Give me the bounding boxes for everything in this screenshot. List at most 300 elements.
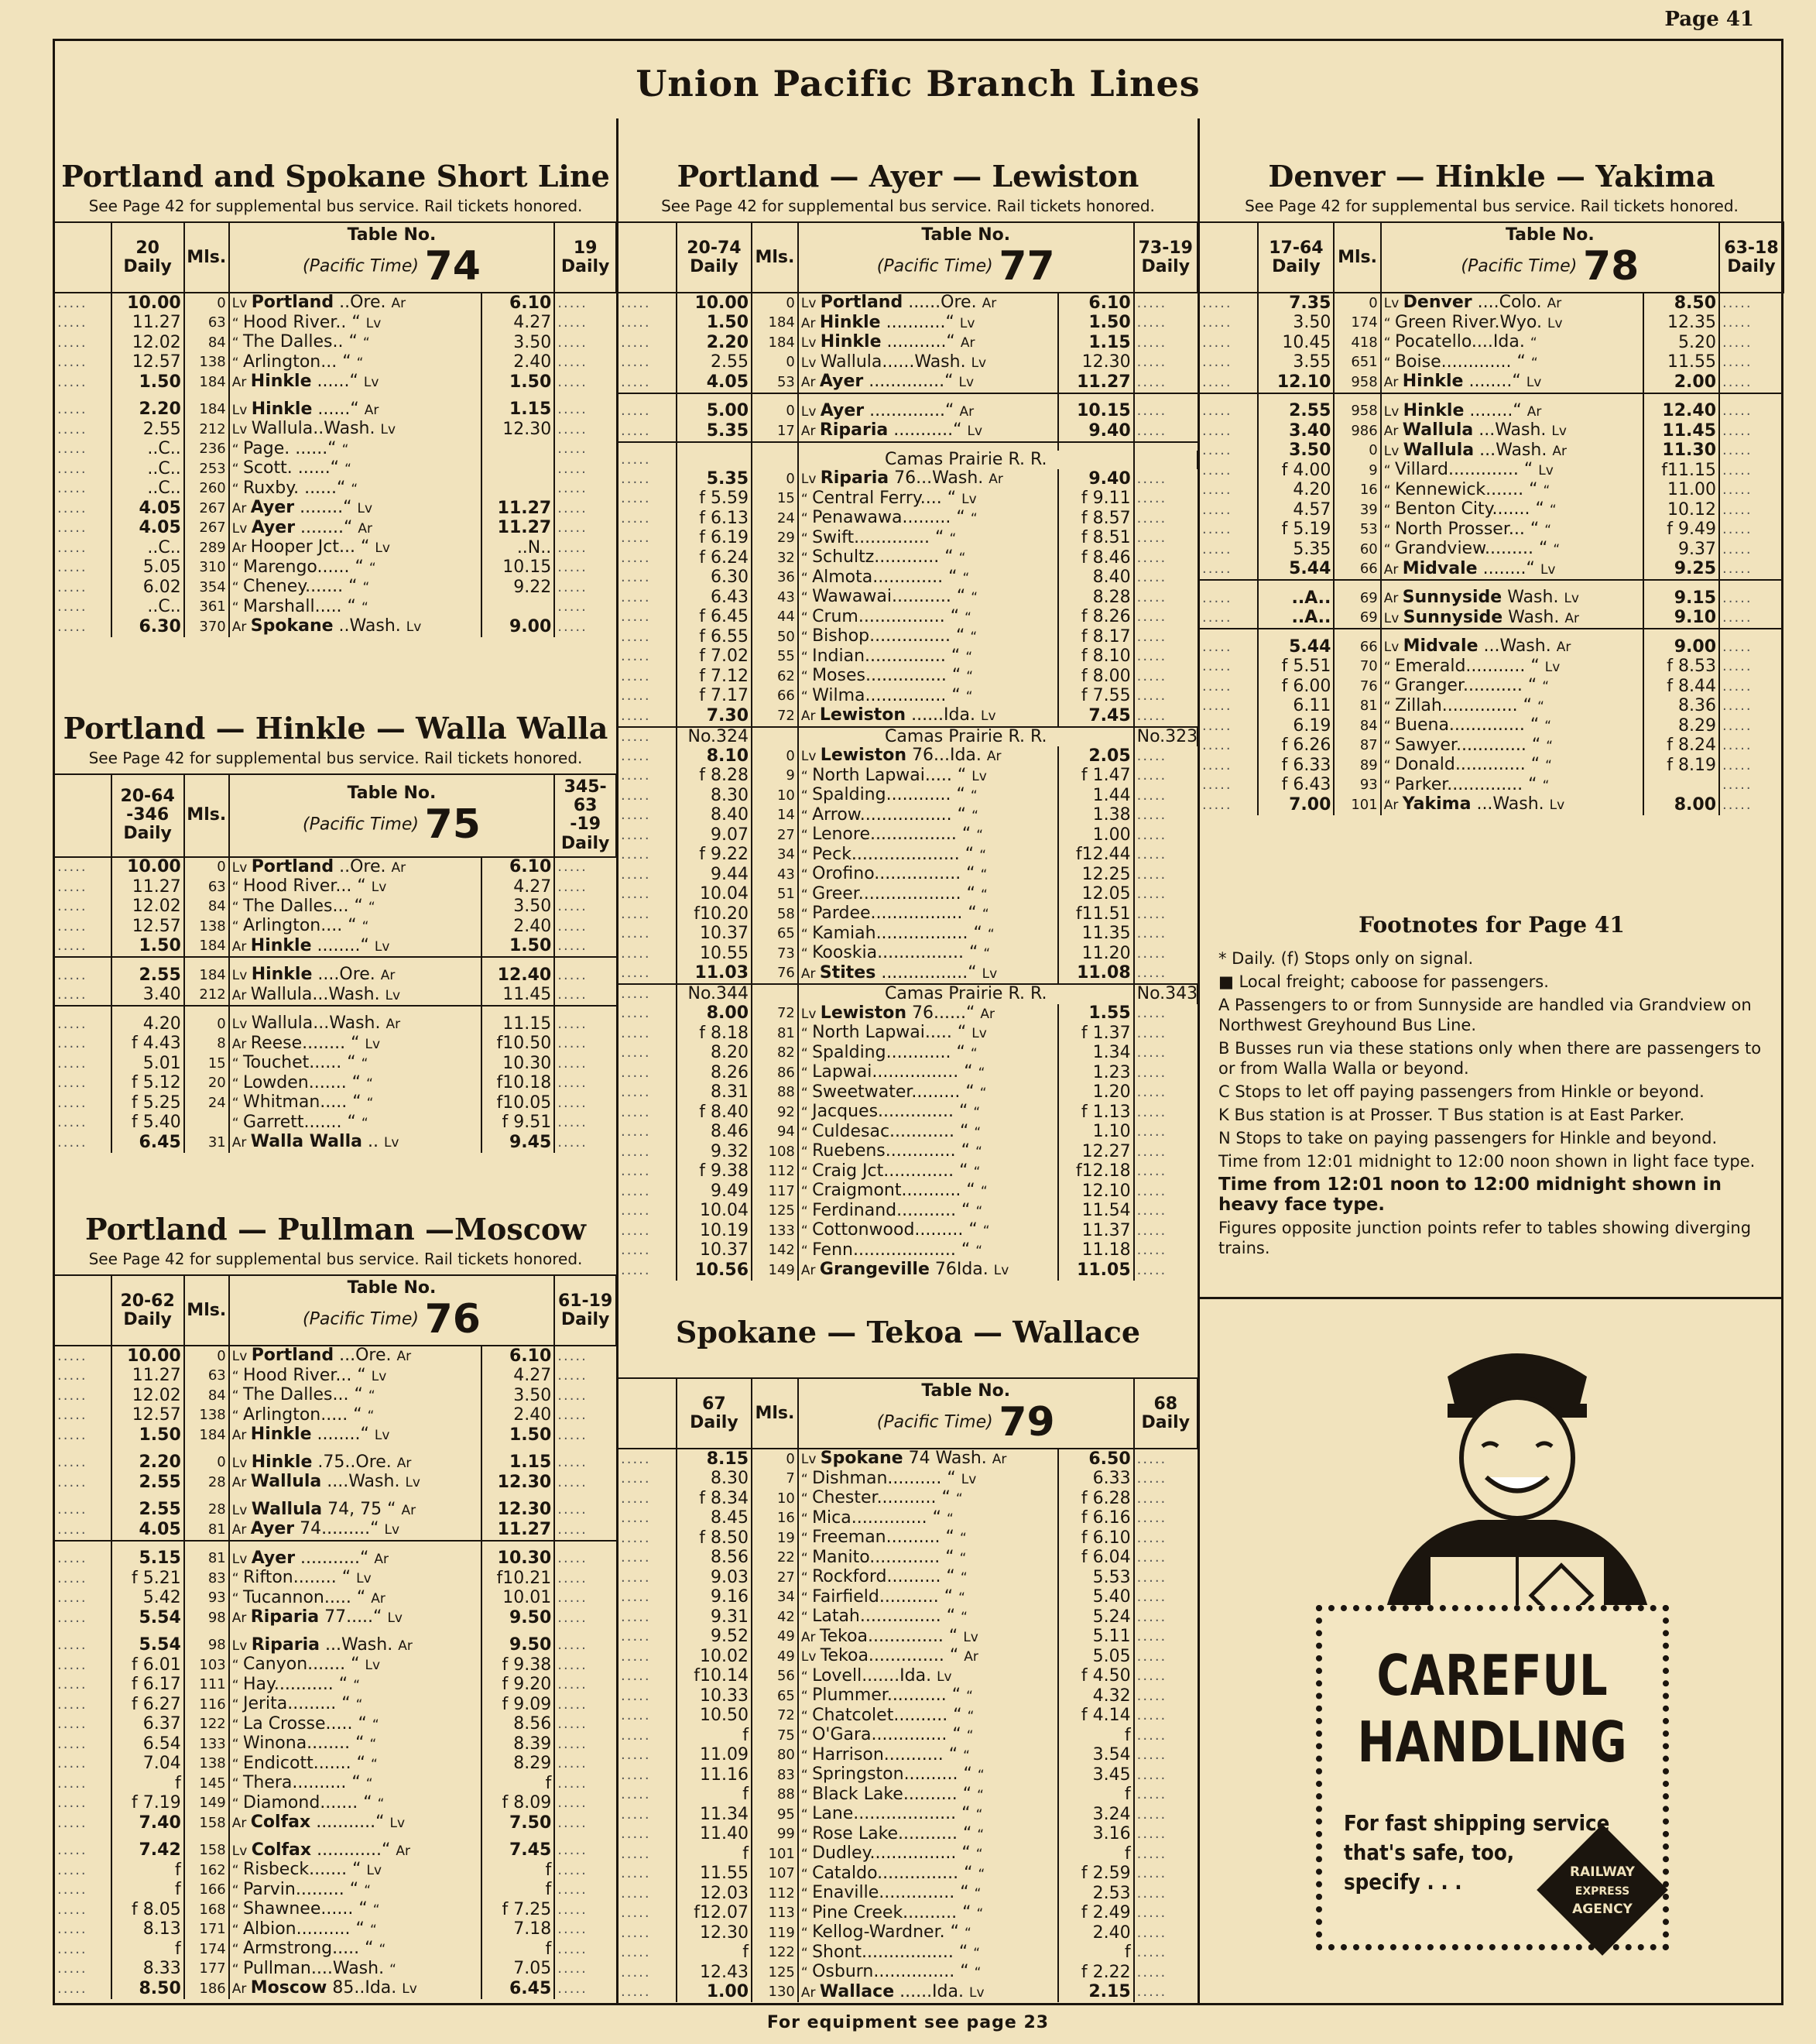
leader-cell: .....: [554, 1054, 616, 1074]
time-cell: 11.08: [1058, 964, 1133, 985]
timetable-row: [618, 1746, 1198, 1766]
time-cell: f 7.55: [1058, 687, 1133, 707]
table-number-cell: Table No. (Pacific Time) 78: [1381, 222, 1719, 293]
leader-cell: .....: [1134, 1202, 1198, 1222]
time-cell: f 8.51: [1058, 529, 1133, 549]
leader-cell: .....: [1719, 520, 1783, 540]
time-cell: 1.00: [677, 1983, 752, 2003]
table-74-section: [55, 159, 616, 637]
station-cell: “ Craig Jct............. “ “: [798, 1162, 1059, 1182]
time-cell: 11.16: [677, 1765, 752, 1785]
table-76-title: Portland — Pullman —Moscow: [85, 1212, 586, 1247]
timetable-row: [618, 1470, 1198, 1490]
miles-cell: 0: [752, 353, 798, 373]
timetable-row: [55, 1734, 616, 1754]
station-cell: “ Lovell.......Ida. Lv: [798, 1667, 1059, 1687]
header-cell: 19 Daily: [554, 222, 616, 293]
timetable-row: [618, 1528, 1198, 1548]
time-cell: 12.10: [1258, 372, 1334, 393]
time-cell: ..C..: [111, 598, 184, 618]
leader-cell: .....: [1202, 294, 1232, 311]
station-cell: “ Dudley................ “ “: [798, 1844, 1059, 1864]
time-cell: f 1.37: [1058, 1024, 1133, 1044]
time-cell: 6.33: [1058, 1470, 1133, 1490]
table-number-cell: Table No. (Pacific Time) 75: [229, 774, 555, 857]
time-cell: 8.40: [1058, 568, 1133, 588]
miles-cell: 72: [752, 1706, 798, 1727]
time-cell: 7.45: [481, 1841, 554, 1861]
leader-cell: .....: [1134, 1528, 1198, 1548]
timetable-row: [618, 568, 1198, 588]
timetable-row: [618, 469, 1198, 489]
leader-cell: .....: [554, 1549, 616, 1569]
header-cell: Mls.: [184, 774, 229, 857]
leader-cell: .....: [57, 334, 87, 351]
miles-cell: 28: [184, 1500, 229, 1521]
station-cell: Lv Lewiston 76...Ida. Ar: [798, 746, 1059, 766]
time-cell: 10.45: [1258, 333, 1334, 353]
time-cell: f 4.00: [1258, 461, 1334, 481]
timetable-row: [55, 1034, 616, 1055]
leader-cell: .....: [621, 1845, 651, 1862]
miles-cell: 81: [184, 1549, 229, 1569]
leader-cell: .....: [621, 1569, 651, 1586]
timetable-row: [55, 1841, 616, 1861]
table-77-note: See Page 42 for supplemental bus service. Rail tickets honored.: [661, 197, 1155, 215]
time-cell: 10.15: [481, 558, 554, 578]
station-cell: Ar Colfax ...........“ Lv: [229, 1813, 481, 1833]
time-cell: 9.15: [1643, 588, 1719, 609]
leader-cell: .....: [621, 490, 651, 507]
time-cell: 9.50: [481, 1636, 554, 1656]
leader-cell: .....: [621, 1648, 651, 1665]
time-cell: 1.50: [677, 314, 752, 334]
time-cell: ..A..: [1258, 609, 1334, 629]
leader-cell: .....: [1134, 845, 1198, 866]
leader-cell: .....: [554, 538, 616, 558]
header-cell: Mls.: [184, 1275, 229, 1346]
time-cell: 5.35: [677, 469, 752, 489]
header-cell: 345-63 -19 Daily: [554, 774, 616, 857]
timetable-row: [618, 588, 1198, 608]
row-cell: [752, 727, 798, 747]
station-cell: Lv Ayer ...........“ Ar: [229, 1549, 481, 1569]
leader-cell: .....: [621, 1687, 651, 1704]
time-cell: [481, 598, 554, 618]
miles-cell: 267: [184, 499, 229, 519]
leader-cell: .....: [1134, 568, 1198, 588]
leader-cell: .....: [57, 1367, 87, 1384]
leader-cell: .....: [57, 938, 87, 955]
time-cell: 12.43: [677, 1963, 752, 1983]
leader-cell: .....: [554, 1900, 616, 1920]
leader-cell: .....: [621, 1005, 651, 1022]
leader-cell: .....: [554, 1569, 616, 1589]
miles-cell: 86: [752, 1063, 798, 1083]
leader-cell: .....: [57, 1501, 87, 1518]
leader-cell: .....: [621, 549, 651, 566]
leader-cell: .....: [57, 559, 87, 576]
miles-cell: 92: [752, 1103, 798, 1123]
timetable-row: [618, 1142, 1198, 1162]
time-cell: 4.27: [481, 314, 554, 334]
timetable-row: [618, 1548, 1198, 1569]
timetable-row: [618, 627, 1198, 647]
leader-cell: .....: [621, 846, 651, 863]
time-cell: 6.45: [481, 1979, 554, 1999]
time-cell: f 8.10: [1058, 647, 1133, 667]
leader-cell: .....: [621, 314, 651, 331]
station-cell: Ar Spokane ..Wash. Lv: [229, 617, 481, 637]
time-cell: 2.55: [111, 965, 184, 986]
row-cell: .....: [621, 451, 651, 468]
time-cell: f 8.50: [677, 1528, 752, 1548]
time-cell: 4.20: [111, 1014, 184, 1034]
leader-cell: .....: [621, 1490, 651, 1507]
timetable-row: [55, 1541, 616, 1549]
leader-cell: .....: [621, 945, 651, 962]
leader-cell: .....: [1134, 421, 1198, 442]
station-cell: “ Pullman....Wash. “: [229, 1960, 481, 1980]
time-cell: 12.27: [1058, 1142, 1133, 1162]
leader-cell: .....: [1134, 1489, 1198, 1509]
leader-cell: .....: [1134, 1627, 1198, 1648]
time-cell: 9.40: [1058, 469, 1133, 489]
station-cell: Ar Moscow 85..Ida. Lv: [229, 1979, 481, 1999]
timetable-row: [55, 353, 616, 373]
station-cell: “ Sweetwater......... “ “: [798, 1083, 1059, 1103]
miles-cell: 0: [752, 469, 798, 489]
column-middle: [618, 118, 1200, 2003]
leader-cell: .....: [621, 422, 651, 439]
time-cell: 5.05: [111, 558, 184, 578]
leader-cell: .....: [1134, 1983, 1198, 2003]
miles-cell: 108: [752, 1142, 798, 1162]
time-cell: 6.10: [1058, 293, 1133, 314]
leader-cell: .....: [554, 578, 616, 598]
leader-cell: .....: [1134, 1221, 1198, 1241]
time-cell: f: [481, 1861, 554, 1881]
time-cell: 11.45: [481, 986, 554, 1007]
timetable-row: [55, 519, 616, 539]
header-cell: [1200, 222, 1258, 293]
timetable-row: [1200, 293, 1783, 314]
timetable-row: [618, 1004, 1198, 1024]
timetable-row: [55, 1493, 616, 1500]
leader-cell: .....: [621, 767, 651, 784]
leader-cell: .....: [621, 1905, 651, 1922]
time-cell: f 6.19: [677, 529, 752, 549]
timetable-row: [55, 314, 616, 334]
station-cell: “ Villard............. “ Lv: [1381, 461, 1643, 481]
leader-cell: .....: [1134, 1083, 1198, 1103]
time-cell: f 2.22: [1058, 1963, 1133, 1983]
timetable-row: [1200, 795, 1783, 815]
leader-cell: .....: [554, 1636, 616, 1656]
station-cell: “ Buena.............. “ “: [1381, 716, 1643, 736]
time-cell: ..C..: [111, 440, 184, 460]
station-cell: “ Marshall..... “ “: [229, 598, 481, 618]
timetable-row: [1200, 314, 1783, 334]
table-header-row: [55, 1275, 616, 1346]
time-cell: f 6.16: [1058, 1509, 1133, 1529]
leader-cell: .....: [1719, 677, 1783, 697]
leader-cell: .....: [621, 609, 651, 626]
footnote-line: C Stops to let off paying passengers from Hinkle or beyond.: [1218, 1082, 1705, 1101]
station-cell: Ar Wallula...Wash. Lv: [229, 986, 481, 1007]
time-cell: 12.10: [1058, 1181, 1133, 1202]
leader-cell: .....: [621, 1865, 651, 1882]
miles-cell: 22: [752, 1548, 798, 1569]
station-cell: “ Page. ......“ “: [229, 440, 481, 460]
time-cell: 7.30: [677, 706, 752, 727]
miles-cell: 8: [184, 1034, 229, 1055]
timetable-row: [55, 1960, 616, 1980]
time-cell: 2.20: [111, 1453, 184, 1473]
miles-cell: 19: [752, 1528, 798, 1548]
station-cell: Ar Wallula ...Wash. Lv: [1381, 421, 1643, 441]
station-cell: Lv Hinkle .75..Ore. Ar: [229, 1453, 481, 1473]
station-cell: “ Latah............... “ “: [798, 1607, 1059, 1627]
row-cell: .....: [618, 727, 677, 747]
station-cell: “ Culdesac............ “ “: [798, 1123, 1059, 1143]
time-cell: 10.30: [481, 1054, 554, 1074]
timetable-row: [618, 1063, 1198, 1083]
timetable-row: [55, 897, 616, 917]
time-cell: ..N..: [481, 538, 554, 558]
leader-cell: .....: [57, 1550, 87, 1567]
miles-cell: 84: [1334, 716, 1380, 736]
station-cell: Ar Wallace ......Ida. Lv: [798, 1983, 1059, 2003]
footnotes: [1200, 912, 1783, 1261]
leader-cell: .....: [1202, 717, 1232, 734]
timetable-frame: [53, 39, 1783, 2005]
header-cell: 73-19 Daily: [1134, 222, 1198, 293]
station-cell: “ Crum................ “ “: [798, 608, 1059, 628]
timetable-row: [1200, 629, 1783, 637]
time-cell: 5.53: [1058, 1568, 1133, 1588]
miles-cell: 651: [1334, 353, 1380, 373]
header-cell: Mls.: [184, 222, 229, 293]
station-cell: Ar Reese........ “ Lv: [229, 1034, 481, 1055]
station-cell: Ar Walla Walla .. Lv: [229, 1133, 481, 1153]
timetable-row: [55, 420, 616, 440]
timetable-row: [55, 965, 616, 986]
time-cell: f10.21: [481, 1569, 554, 1589]
station-cell: “ Mica.............. “ “: [798, 1509, 1059, 1529]
miles-cell: 418: [1334, 333, 1380, 353]
station-cell: “ Hood River... “ Lv: [229, 877, 481, 897]
time-cell: 6.50: [1058, 1449, 1133, 1470]
timetable-row: [618, 442, 1198, 451]
leader-cell: .....: [1202, 589, 1232, 606]
leader-cell: .....: [1134, 1142, 1198, 1162]
timetable-row: [618, 1904, 1198, 1924]
leader-cell: .....: [554, 1841, 616, 1861]
leader-cell: .....: [554, 1425, 616, 1446]
leader-cell: .....: [554, 1655, 616, 1675]
time-cell: 9.07: [677, 825, 752, 845]
leader-cell: .....: [621, 470, 651, 487]
time-cell: 4.32: [1058, 1686, 1133, 1706]
station-cell: “ Sawyer............. “ “: [1381, 736, 1643, 756]
time-cell: 5.54: [111, 1608, 184, 1628]
time-cell: 2.05: [1058, 746, 1133, 766]
row-cell: No.343: [1134, 984, 1198, 1004]
station-cell: “ Zillah.............. “ “: [1381, 697, 1643, 717]
station-cell: “ Touchet...... “ “: [229, 1054, 481, 1074]
leader-cell: .....: [621, 1242, 651, 1259]
station-cell: Ar Sunnyside Wash. Lv: [1381, 588, 1643, 609]
miles-cell: 99: [752, 1825, 798, 1845]
leader-cell: .....: [621, 826, 651, 843]
miles-cell: 0: [184, 1014, 229, 1034]
time-cell: 7.40: [111, 1813, 184, 1833]
miles-cell: 10: [752, 786, 798, 806]
header-cell: [618, 1378, 677, 1449]
station-cell: “ Pine Creek.......... “ “: [798, 1904, 1059, 1924]
table-79-section: [618, 1315, 1198, 2002]
leader-cell: .....: [554, 1715, 616, 1735]
time-cell: 1.23: [1058, 1063, 1133, 1083]
time-cell: f 5.59: [677, 489, 752, 509]
leader-cell: .....: [554, 1113, 616, 1133]
time-cell: f10.20: [677, 904, 752, 924]
leader-cell: .....: [621, 354, 651, 371]
leader-cell: .....: [621, 1024, 651, 1041]
time-cell: f: [677, 1726, 752, 1746]
leader-cell: .....: [621, 1143, 651, 1160]
time-cell: f 8.17: [1058, 627, 1133, 647]
time-cell: f: [111, 1939, 184, 1960]
miles-cell: 10: [752, 1489, 798, 1509]
timetable-row: [55, 459, 616, 479]
time-cell: ..C..: [111, 459, 184, 479]
miles-cell: 27: [752, 1568, 798, 1588]
timetable-row: [1200, 697, 1783, 717]
station-cell: Lv Sunnyside Wash. Ar: [1381, 609, 1643, 629]
time-cell: 2.00: [1643, 372, 1719, 393]
time-cell: f 9.49: [1643, 520, 1719, 540]
miles-cell: 43: [752, 865, 798, 885]
timetable-row: [618, 1241, 1198, 1261]
miles-cell: 65: [752, 1686, 798, 1706]
miles-cell: 32: [752, 548, 798, 568]
leader-cell: .....: [554, 353, 616, 373]
time-cell: 1.38: [1058, 806, 1133, 826]
leader-cell: .....: [554, 558, 616, 578]
miles-cell: 130: [752, 1983, 798, 2003]
leader-cell: .....: [1719, 402, 1783, 422]
time-cell: 10.00: [677, 293, 752, 314]
timetable-row: [1200, 441, 1783, 461]
header-cell: [618, 222, 677, 293]
leader-cell: .....: [57, 1775, 87, 1792]
leader-cell: .....: [621, 1826, 651, 1843]
miles-cell: 0: [184, 293, 229, 314]
leader-cell: .....: [57, 618, 87, 635]
leader-cell: .....: [554, 1074, 616, 1094]
station-cell: “ Craigmont........... “ “: [798, 1181, 1059, 1202]
miles-cell: 310: [184, 558, 229, 578]
time-cell: 9.44: [677, 865, 752, 885]
time-cell: 3.50: [1258, 441, 1334, 461]
timetable-row: [618, 786, 1198, 806]
leader-cell: .....: [621, 1786, 651, 1803]
time-cell: f: [481, 1939, 554, 1960]
leader-cell: .....: [1202, 796, 1232, 813]
miles-cell: 184: [752, 333, 798, 353]
miles-cell: 138: [184, 1406, 229, 1426]
leader-cell: .....: [1134, 627, 1198, 647]
leader-cell: .....: [57, 966, 87, 983]
leader-cell: .....: [554, 1406, 616, 1426]
time-cell: 10.12: [1643, 500, 1719, 520]
time-cell: 5.01: [111, 1054, 184, 1074]
miles-cell: 138: [184, 353, 229, 373]
leader-cell: .....: [1202, 373, 1232, 390]
miles-cell: 101: [752, 1844, 798, 1864]
table-77: [618, 221, 1198, 1281]
leader-cell: .....: [57, 1795, 87, 1812]
time-cell: f10.18: [481, 1074, 554, 1094]
leader-cell: .....: [554, 1881, 616, 1901]
miles-cell: 361: [184, 598, 229, 618]
station-cell: “ Hay........... “ “: [229, 1675, 481, 1696]
station-cell: “ Central Ferry.... “ Lv: [798, 489, 1059, 509]
miles-cell: 133: [752, 1221, 798, 1241]
miles-cell: 117: [752, 1181, 798, 1202]
station-cell: “ Enaville.............. “ “: [798, 1884, 1059, 1904]
miles-cell: 289: [184, 538, 229, 558]
time-cell: f 7.12: [677, 667, 752, 687]
leader-cell: .....: [554, 857, 616, 878]
station-cell: “ Green River.Wyo. Lv: [1381, 314, 1643, 334]
time-cell: f 7.25: [481, 1900, 554, 1920]
leader-cell: .....: [554, 1520, 616, 1541]
leader-cell: .....: [621, 925, 651, 942]
leader-cell: .....: [1719, 756, 1783, 776]
leader-cell: .....: [1202, 658, 1232, 675]
leader-cell: .....: [1202, 737, 1232, 754]
leader-cell: .....: [621, 1608, 651, 1625]
timetable-row: [55, 1794, 616, 1814]
time-cell: 9.00: [1643, 637, 1719, 657]
leader-cell: .....: [554, 499, 616, 519]
station-cell: Ar Riparia ...........“ Lv: [798, 421, 1059, 442]
time-cell: 8.13: [111, 1920, 184, 1940]
time-cell: 3.54: [1058, 1746, 1133, 1766]
header-cell: 17-64 Daily: [1258, 222, 1334, 293]
timetable-row: [55, 957, 616, 965]
leader-cell: .....: [1134, 1607, 1198, 1627]
station-cell: “ Kellog-Wardner. “ “: [798, 1923, 1059, 1943]
leader-cell: .....: [554, 1813, 616, 1833]
row-cell: Camas Prairie R. R.: [798, 727, 1134, 747]
leader-cell: .....: [1719, 293, 1783, 314]
leader-cell: .....: [1202, 461, 1232, 478]
leader-cell: .....: [1134, 1260, 1198, 1281]
leader-cell: .....: [621, 1202, 651, 1219]
station-cell: “ Winona........ “ “: [229, 1734, 481, 1754]
leader-cell: .....: [1134, 1884, 1198, 1904]
leader-cell: .....: [1719, 461, 1783, 481]
time-cell: f 9.38: [481, 1655, 554, 1675]
miles-cell: 0: [184, 1346, 229, 1367]
leader-cell: .....: [554, 1453, 616, 1473]
time-cell: f 4.43: [111, 1034, 184, 1055]
leader-cell: .....: [621, 886, 651, 903]
